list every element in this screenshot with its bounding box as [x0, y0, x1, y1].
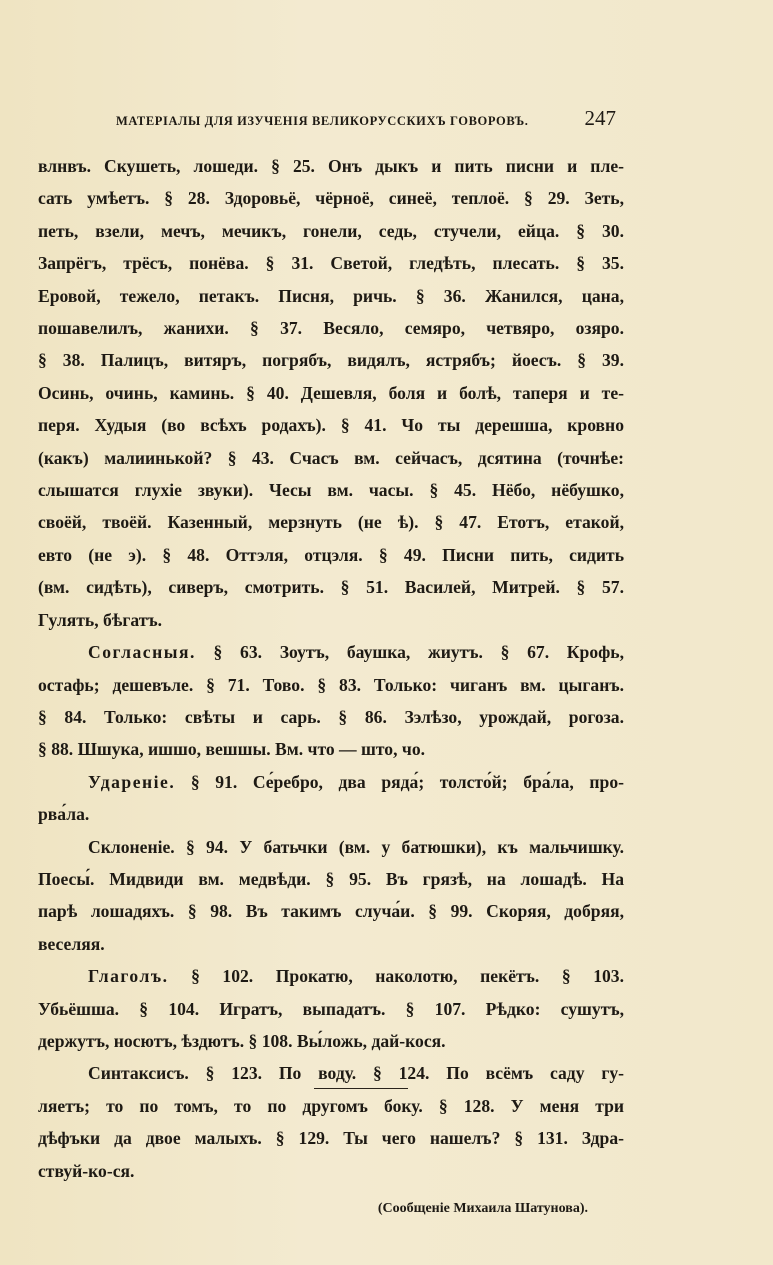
text-line: § 38. Палицъ, витяръ, погрябъ, видялъ, ястрябъ; йоесъ. § 39. [38, 350, 624, 371]
text-line: слышатся глухіе звуки). Чесы вм. часы. § 45. Нёбо, нёбушко, [38, 480, 624, 501]
text-fragment: § 94. У батьчки (вм. у батюшки), къ мальчишку. [174, 836, 624, 857]
text-fragment: § 123. По воду. § 124. По всёмъ саду гу- [188, 1063, 624, 1084]
paragraph-glagol [38, 960, 624, 992]
section-lead: Склоненіе. [88, 836, 175, 857]
text-line: (вм. сидѣть), сиверъ, смотрить. § 51. Василей, Митрей. § 57. [38, 577, 624, 598]
text-fragment: § 102. Прокатю, наколотю, пекётъ. § 103. [168, 966, 624, 987]
text-line: Запрёгъ, трёсъ, понёва. § 31. Светой, гледѣть, плесать. § 35. [38, 253, 624, 274]
section-lead: Согласныя. [88, 642, 196, 663]
section-lead: Удареніе. [88, 771, 176, 792]
text-line: Осинь, очинь, каминь. § 40. Дешевля, боля и болѣ, таперя и те- [38, 382, 624, 403]
text-line: евто (не э). § 48. Оттэля, отцэля. § 49. Писни пить, сидить [38, 544, 624, 565]
text-line: Поесы́. Мидвиди вм. медвѣди. § 95. Въ грязѣ, на лошадѣ. На [38, 868, 624, 889]
text-line: держутъ, носютъ, ѣздютъ. § 108. Вы́ложь, дай-кося. [38, 1030, 446, 1051]
text-line: Убьёшша. § 104. Игратъ, выпадатъ. § 107. Рѣдко: сушутъ, [38, 998, 624, 1019]
paragraph-soglasnye [38, 636, 624, 668]
text-line: пошавелилъ, жанихи. § 37. Весяло, семяро, четвяро, озяро. [38, 318, 624, 339]
text-line: перя. Худыя (во всѣхъ родахъ). § 41. Чо ты дерешша, кровно [38, 415, 624, 436]
paragraph-sintaksis [38, 1057, 624, 1089]
text-line: парѣ лошадяхъ. § 98. Въ такимъ случа́и. § 99. Скоряя, добряя, [38, 901, 624, 922]
text-line: влнвъ. Скушеть, лошеди. § 25. Онъ дыкъ и пить писни и пле- [38, 156, 624, 176]
text-line: ствуй-ко-ся. [38, 1160, 135, 1181]
text-line: дѣфъки да двое малыхъ. § 129. Ты чего нашелъ? § 131. Здра- [38, 1128, 624, 1149]
text-line: Еровой, тежело, петакъ. Писня, ричь. § 36. Жанился, цана, [38, 285, 624, 306]
running-title: МАТЕРІАЛЫ ДЛЯ ИЗУЧЕНІЯ ВЕЛИКОРУССКИХЪ ГОВОРОВЪ. [116, 114, 529, 128]
text-fragment: § 91. Се́ребро, два ряда́; толсто́й; бра́ла, про- [175, 771, 624, 792]
text-line: § 84. Только: свѣты и сарь. § 86. Зэлѣзо, урождай, рогоза. [38, 706, 624, 727]
signature: (Сообщеніе Михаила Шатунова). [377, 1201, 588, 1216]
section-lead: Синтаксисъ. [88, 1063, 189, 1084]
end-rule [314, 1088, 408, 1089]
text-line: остафь; дешевъле. § 71. Тово. § 83. Только: чиганъ вм. цыганъ. [38, 674, 624, 695]
section-lead: Глаголъ. [88, 966, 169, 987]
text-line: (какъ) малиинькой? § 43. Счасъ вм. сейчасъ, дсятина (точнѣе: [38, 447, 624, 468]
text-line: сать умѣетъ. § 28. Здоровьё, чёрноё, синеё, теплоё. § 29. Зеть, [38, 188, 624, 209]
text-line: своёй, твоёй. Казенный, мерзнуть (не ѣ). § 47. Етотъ, етакой, [38, 512, 624, 533]
text-line: § 88. Шшука, ишшо, вешшы. Вм. что — што, чо. [38, 739, 426, 760]
paragraph-udarenie [38, 766, 624, 798]
text-line: петь, взели, мечъ, мечикъ, гонели, седь, стучели, ейца. § 30. [38, 220, 624, 241]
text-line: Гулять, бѣгатъ. [38, 609, 162, 630]
page-header [116, 106, 616, 138]
text-line: веселяя. [38, 933, 105, 954]
body-text [38, 150, 624, 1225]
paragraph-sklonenie [38, 831, 624, 863]
page-number: 247 [584, 106, 616, 130]
text-line: ляетъ; то по томъ, то по другомъ боку. § 128. У меня три [38, 1095, 624, 1116]
text-line: рва́ла. [38, 804, 90, 825]
text-fragment: § 63. Зоутъ, баушка, жиутъ. § 67. Крофь, [195, 642, 624, 663]
